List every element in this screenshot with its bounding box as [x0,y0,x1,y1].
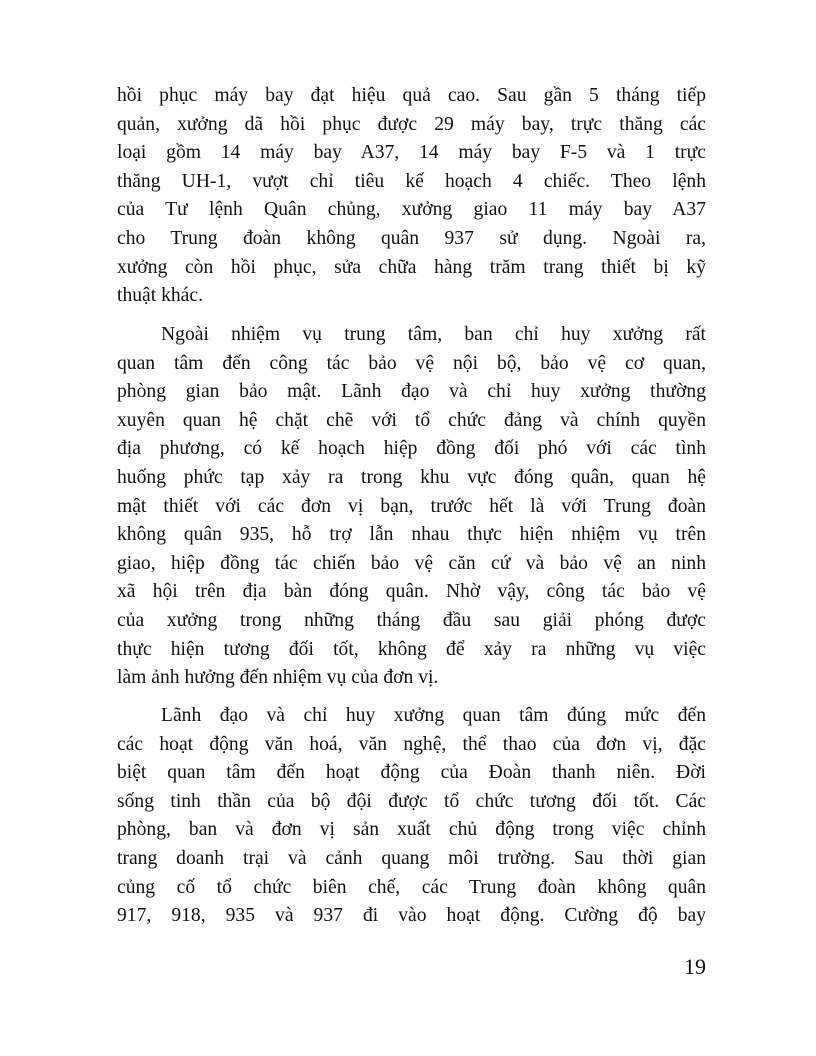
text-line: trang doanh trại và cảnh quang môi trường. Sau thời gian [117,847,706,869]
text-line: quan tâm đến công tác bảo vệ nội bộ, bảo vệ cơ quan, [117,352,706,374]
text-line: quản, xưởng dã hồi phục được 29 máy bay, trực thăng các [117,113,706,135]
text-line: giao, hiệp đồng tác chiến bảo vệ căn cứ và bảo vệ an ninh [117,552,706,574]
text-line: biệt quan tâm đến hoạt động của Đoàn thanh niên. Đời [117,762,706,784]
text-line: không quân 935, hỗ trợ lẫn nhau thực hiện nhiệm vụ trên [117,524,706,546]
text-line: mật thiết với các đơn vị bạn, trước hết là với Trung đoàn [117,495,706,517]
paragraph-1 [117,82,706,311]
text-line: sống tinh thần của bộ đội được tổ chức tương đối tốt. Các [117,790,706,812]
text-line: thuật khác. [117,285,203,307]
text-line: xuyên quan hệ chặt chẽ với tổ chức đảng và chính quyền [117,409,706,431]
text-line: hồi phục máy bay đạt hiệu quả cao. Sau gần 5 tháng tiếp [117,85,706,106]
text-line: huống phức tạp xảy ra trong khu vực đóng quân, quan hệ [117,466,706,488]
text-line: xã hội trên địa bàn đóng quân. Nhờ vậy, công tác bảo vệ [117,581,706,603]
text-line: xưởng còn hồi phục, sửa chữa hàng trăm trang thiết bị kỹ [117,256,706,278]
text-line: phòng, ban và đơn vị sản xuất chủ động trong việc chỉnh [117,819,706,841]
text-line: Ngoài nhiệm vụ trung tâm, ban chỉ huy xưởng rất [161,324,706,345]
paragraph-2 [117,321,706,693]
text-line: Lãnh đạo và chỉ huy xưởng quan tâm đúng mức đến [161,705,706,726]
text-line: các hoạt động văn hoá, văn nghệ, thể thao của đơn vị, đặc [117,733,706,755]
text-line: thực hiện tương đối tốt, không để xảy ra những vụ việc [117,638,706,660]
text-line: cho Trung đoàn không quân 937 sử dụng. Ngoài ra, [117,227,706,249]
text-line: làm ảnh hưởng đến nhiệm vụ của đơn vị. [117,667,439,689]
text-line: phòng gian bảo mật. Lãnh đạo và chỉ huy xưởng thường [117,381,706,403]
text-line: 917, 918, 935 và 937 đi vào hoạt động. Cường độ bay [117,905,706,927]
text-line: củng cố tổ chức biên chế, các Trung đoàn không quân [117,876,706,898]
text-line: của xưởng trong những tháng đầu sau giải phóng được [117,609,706,631]
page-number: 19 [684,954,706,979]
text-line: địa phương, có kế hoạch hiệp đồng đối phó với các tình [117,438,706,460]
text-line: thăng UH-1, vượt chỉ tiêu kế hoạch 4 chiếc. Theo lệnh [117,170,706,192]
text-line: của Tư lệnh Quân chủng, xưởng giao 11 máy bay A37 [117,199,706,221]
paragraph-3 [117,702,706,931]
text-line: loại gồm 14 máy bay A37, 14 máy bay F-5 và 1 trực [117,142,706,164]
